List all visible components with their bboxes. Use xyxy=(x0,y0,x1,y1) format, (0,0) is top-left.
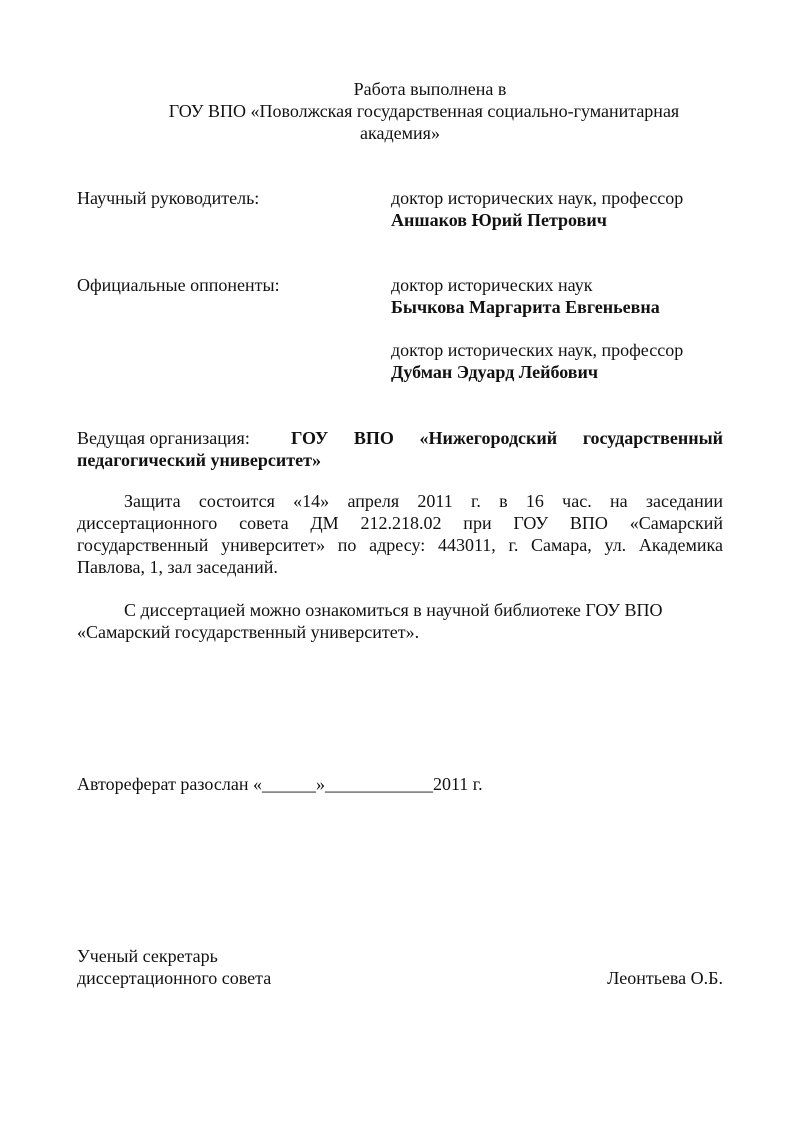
supervisor-title: доктор исторических наук, профессор xyxy=(391,188,684,208)
leading-org-name-line-1: ГОУ ВПО «Нижегородский государственный xyxy=(291,428,723,448)
opponent-2-name: Дубман Эдуард Лейбович xyxy=(391,362,599,382)
secretary-title-line-2: диссертационного совета xyxy=(77,968,272,988)
secretary-name: Леонтьева О.Б. xyxy=(607,968,723,988)
library-line-1: С диссертацией можно ознакомиться в научной библиотеке ГОУ ВПО xyxy=(124,600,663,620)
leading-org-line-1 xyxy=(77,427,723,449)
distribution-line: Автореферат разослан «______»____________2011 г. xyxy=(77,774,483,794)
header-line-3: академия» xyxy=(360,123,440,143)
defense-line-2: диссертационного совета ДМ 212.218.02 при ГОУ ВПО «Самарский xyxy=(77,513,723,533)
supervisor-name: Аншаков Юрий Петрович xyxy=(391,210,607,230)
defense-line-3: государственный университет» по адресу: 443011, г. Самара, ул. Академика xyxy=(77,535,723,555)
defense-line-1: Защита состоится «14» апреля 2011 г. в 16 час. на заседании xyxy=(124,491,723,511)
header-line-2: ГОУ ВПО «Поволжская государственная социально-гуманитарная xyxy=(168,101,680,121)
supervisor-label: Научный руководитель: xyxy=(77,188,260,208)
header-line-1: Работа выполнена в xyxy=(353,79,507,99)
leading-org-name-line-2: педагогический университет» xyxy=(77,450,321,470)
opponent-1-title: доктор исторических наук xyxy=(391,275,593,295)
secretary-title-line-1: Ученый секретарь xyxy=(77,946,218,966)
defense-line-4: Павлова, 1, зал заседаний. xyxy=(77,557,278,577)
opponents-label: Официальные оппоненты: xyxy=(77,275,280,295)
leading-org-label: Ведущая организация: xyxy=(77,428,250,448)
library-line-2: «Самарский государственный университет». xyxy=(77,622,420,642)
opponent-2-title: доктор исторических наук, профессор xyxy=(391,340,684,360)
opponent-1-name: Бычкова Маргарита Евгеньевна xyxy=(391,297,660,317)
